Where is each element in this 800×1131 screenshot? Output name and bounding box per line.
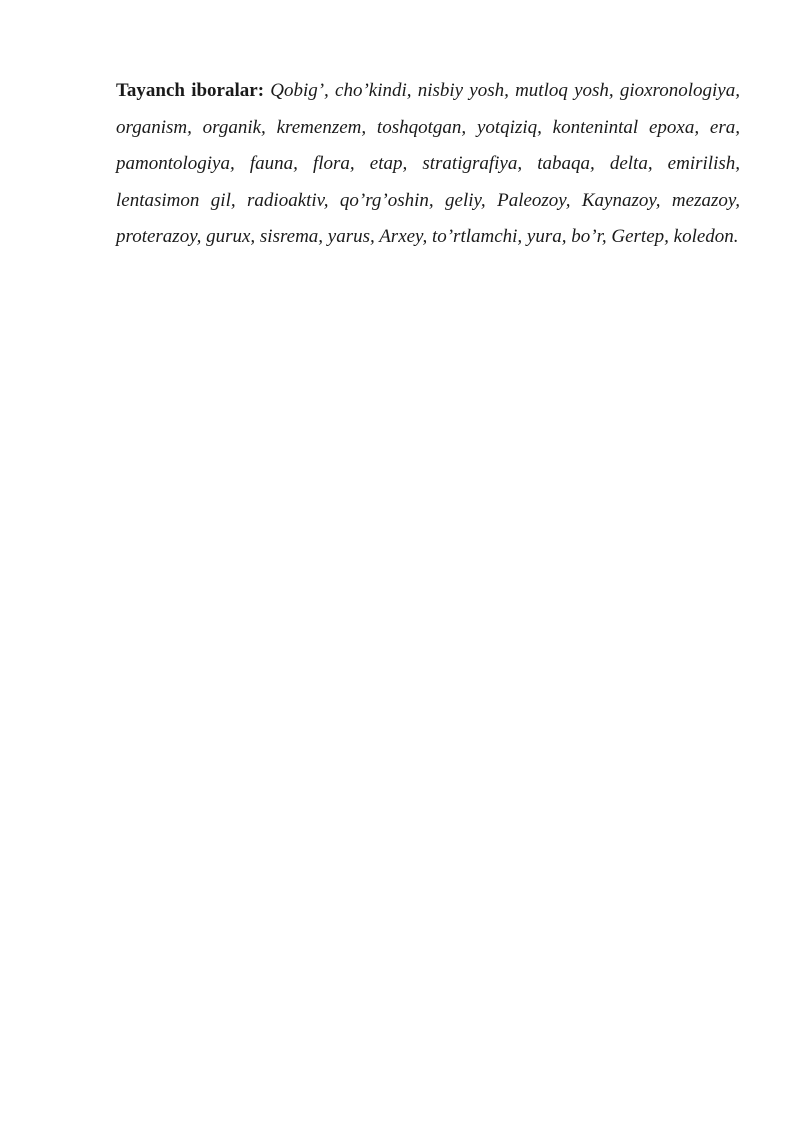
key-terms-paragraph (116, 73, 740, 256)
key-terms-list: Qobig’, cho’kindi, nisbiy yosh, mutloq yosh, gioxronologiya, organism, organik, kremenzem, toshqotgan, yotqiziq, kontenintal epoxa, era, pamontologiya, fauna, flora, etap, stratigrafiya, tabaqa, delta, emirilish, lentasimon gil, radioaktiv, qo’rg’oshin, geliy, Paleozoy, Kaynazoy, mezazoy, proterazoy, gurux, sisrema, yarus, Arxey, to’rtlamchi, yura, bo’r, Gertep, koledon. (116, 80, 740, 248)
key-terms-heading: Tayanch iboralar: (116, 80, 265, 101)
